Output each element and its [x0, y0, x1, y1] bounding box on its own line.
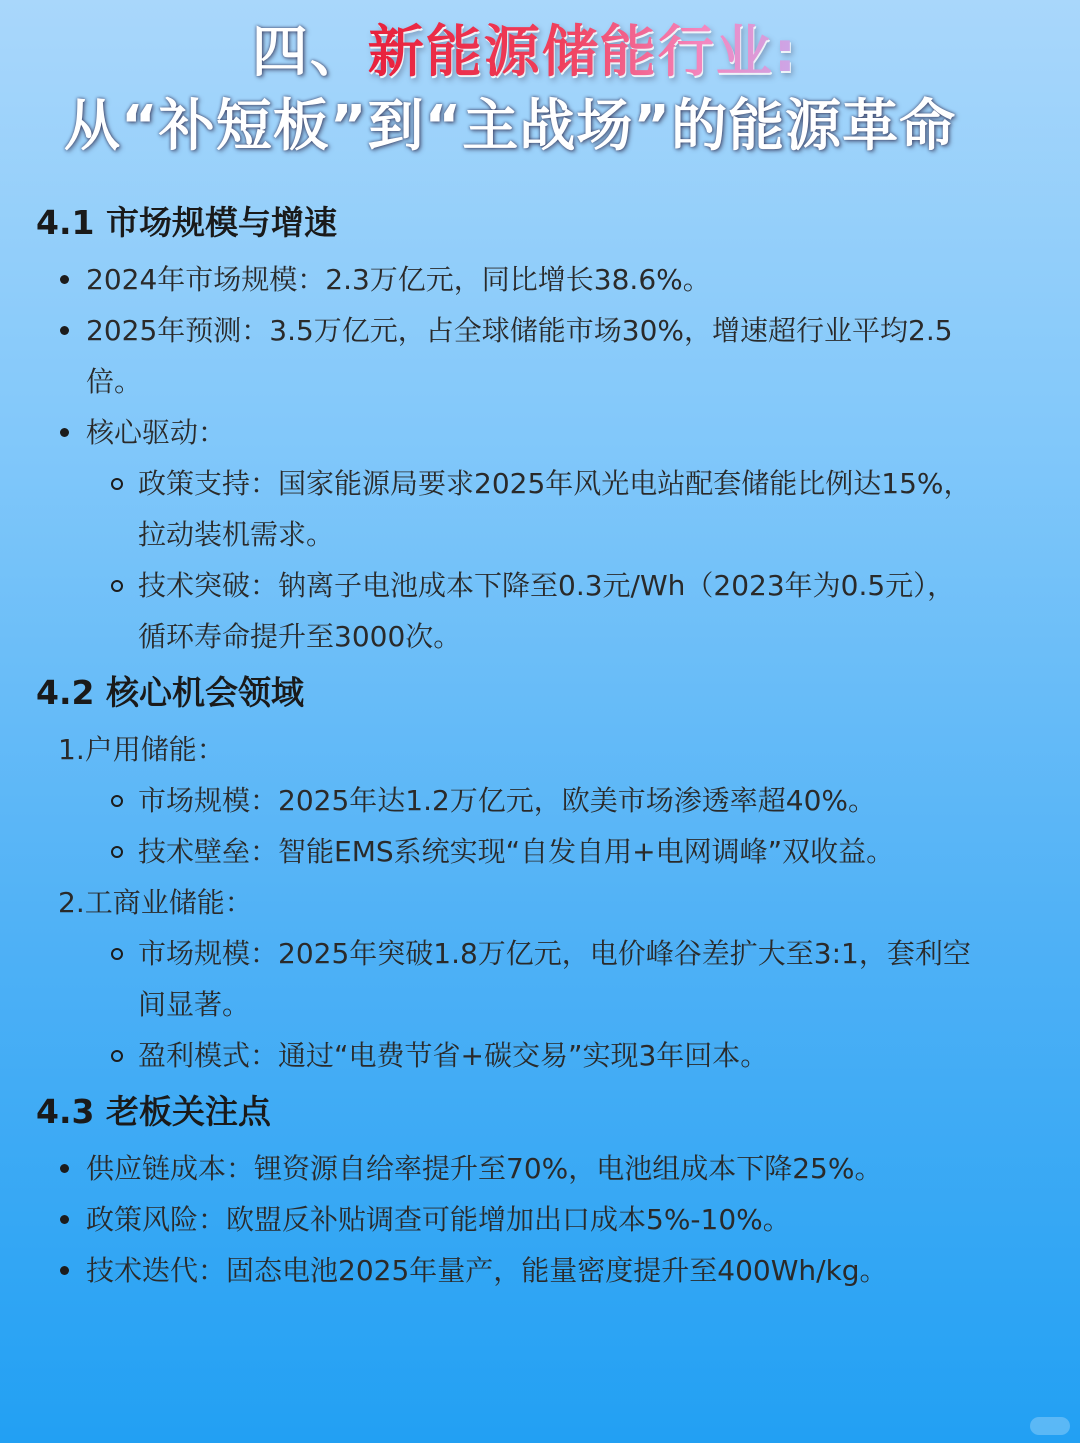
list-item-continuation	[0, 611, 1080, 662]
list-item-text: 间显著。	[138, 988, 251, 1021]
list-item-text: 市场规模：2025年达1.2万亿元，欧美市场渗透率超40%。	[138, 784, 877, 817]
circle-bullet-icon	[111, 1050, 123, 1062]
list-item-text: 核心驱动：	[86, 416, 227, 449]
list-item-text: 2024年市场规模：2.3万亿元，同比增长38.6%。	[86, 263, 711, 296]
list-item	[0, 254, 1080, 305]
list-item-text: 2025年预测：3.5万亿元，占全球储能市场30%，增速超行业平均2.5	[86, 314, 953, 347]
circle-bullet-icon	[111, 580, 123, 592]
list-item-text: 1.户用储能：	[58, 733, 225, 766]
list-item	[0, 407, 1080, 458]
circle-bullet-icon	[111, 478, 123, 490]
section-heading-4-3: 4.3 老板关注点	[36, 1092, 271, 1131]
list-item-text: 政策风险：欧盟反补贴调查可能增加出口成本5%-10%。	[86, 1203, 791, 1236]
sub-list-item	[0, 775, 1080, 826]
sub-list-item	[0, 560, 1080, 611]
sub-list-item	[0, 458, 1080, 509]
list-item-text: 政策支持：国家能源局要求2025年风光电站配套储能比例达15%，	[138, 467, 972, 500]
bullet-icon	[60, 326, 69, 335]
title-accent: 新能源储能行业:	[367, 20, 799, 85]
numbered-list-item	[0, 724, 1080, 775]
list-item-text: 2.工商业储能：	[58, 886, 253, 919]
numbered-list-item	[0, 877, 1080, 928]
section-heading-4-2: 4.2 核心机会领域	[36, 673, 304, 712]
watermark-logo	[1030, 1417, 1070, 1435]
bullet-icon	[60, 275, 69, 284]
bullet-icon	[60, 1266, 69, 1275]
circle-bullet-icon	[111, 948, 123, 960]
list-item-text: 技术突破：钠离子电池成本下降至0.3元/Wh（2023年为0.5元），	[138, 569, 956, 602]
circle-bullet-icon	[111, 795, 123, 807]
list-item	[0, 1245, 1080, 1296]
list-item	[0, 1143, 1080, 1194]
list-item-text: 盈利模式：通过“电费节省+碳交易”实现3年回本。	[138, 1039, 769, 1072]
list-item	[0, 1194, 1080, 1245]
list-item-continuation	[0, 979, 1080, 1030]
bullet-icon	[60, 1215, 69, 1224]
sub-list-item	[0, 826, 1080, 877]
page-title	[0, 20, 1080, 160]
list-item-text: 技术迭代：固态电池2025年量产，能量密度提升至400Wh/kg。	[86, 1254, 888, 1287]
list-item-text: 市场规模：2025年突破1.8万亿元，电价峰谷差扩大至3:1，套利空	[138, 937, 971, 970]
title-subtitle: 从“补短板”到“主战场”的能源革命	[63, 94, 957, 159]
sub-list-item	[0, 1030, 1080, 1081]
bullet-icon	[60, 428, 69, 437]
list-item-continuation	[0, 509, 1080, 560]
title-line-1	[0, 20, 1080, 86]
section-heading-4-1: 4.1 市场规模与增速	[36, 203, 337, 242]
list-item-continuation	[0, 356, 1080, 407]
circle-bullet-icon	[111, 846, 123, 858]
list-item-text: 技术壁垒：智能EMS系统实现“自发自用+电网调峰”双收益。	[138, 835, 895, 868]
list-item-text: 循环寿命提升至3000次。	[138, 620, 462, 653]
title-prefix: 四、	[251, 20, 368, 85]
sub-list-item	[0, 928, 1080, 979]
article-body	[0, 192, 1080, 1296]
list-item-text: 倍。	[86, 365, 143, 398]
list-item	[0, 305, 1080, 356]
bullet-icon	[60, 1164, 69, 1173]
list-item-text: 拉动装机需求。	[138, 518, 335, 551]
list-item-text: 供应链成本：锂资源自给率提升至70%，电池组成本下降25%。	[86, 1152, 883, 1185]
